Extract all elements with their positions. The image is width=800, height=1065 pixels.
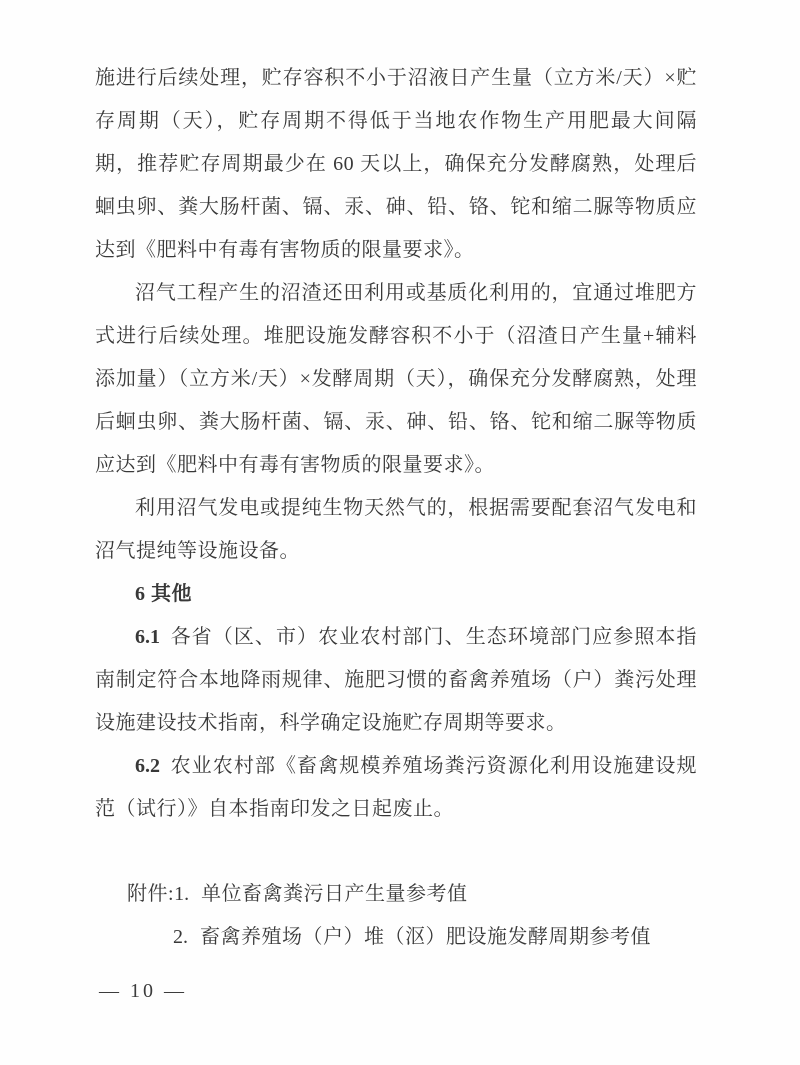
attachment-2-number: 2. [173,926,188,948]
section-6-1-text: 各省（区、市）农业农村部门、生态环境部门应参照本指南制定符合本地降雨规律、施肥习惯的畜禽养殖场（户）粪污处理设施建设技术指南，科学确定设施贮存周期等要求。 [95,626,697,734]
page-number-footer: — 10 — [99,980,187,1002]
section-6-heading: 6 其他 [135,583,192,605]
paragraph-6-2 [95,745,697,831]
section-6-1-number: 6.1 [135,626,160,648]
attachment-1-title: 单位畜禽粪污日产生量参考值 [201,883,468,905]
attachment-item-1 [95,873,697,916]
body-text [95,57,697,959]
paragraph-6-1 [95,616,697,745]
paragraph-carryover: 施进行后续处理，贮存容积不小于沼液日产生量（立方米/天）×贮存周期（天），贮存周期不得低于当地农作物生产用肥最大间隔期，推荐贮存周期最少在 60 天以上，确保充分发酵腐熟，处理后蛔虫卵、粪大肠杆菌、镉、汞、砷、铅、铬、铊和缩二脲等物质应达到《肥料中有毒有害物质的限量要求》。 [95,67,697,261]
paragraph-biogas-residue: 沼气工程产生的沼渣还田利用或基质化利用的，宜通过堆肥方式进行后续处理。堆肥设施发酵容积不小于（沼渣日产生量+辅料添加量）（立方米/天）×发酵周期（天），确保充分发酵腐熟，处理后蛔虫卵、粪大肠杆菌、镉、汞、砷、铅、铬、铊和缩二脲等物质应达到《肥料中有毒有害物质的限量要求》。 [95,282,697,476]
attachments-label: 附件: [127,883,175,905]
section-6-2-text: 农业农村部《畜禽规模养殖场粪污资源化利用设施建设规范（试行）》自本指南印发之日起废止。 [95,755,697,820]
attachments-block [95,873,697,959]
attachment-1-number: 1. [174,883,190,905]
section-6-2-number: 6.2 [135,755,160,777]
attachment-item-2 [95,916,697,959]
attachment-2-title: 畜禽养殖场（户）堆（沤）肥设施发酵周期参考值 [200,926,651,948]
paragraph-biogas-power: 利用沼气发电或提纯生物天然气的，根据需要配套沼气发电和沼气提纯等设施设备。 [95,497,697,562]
